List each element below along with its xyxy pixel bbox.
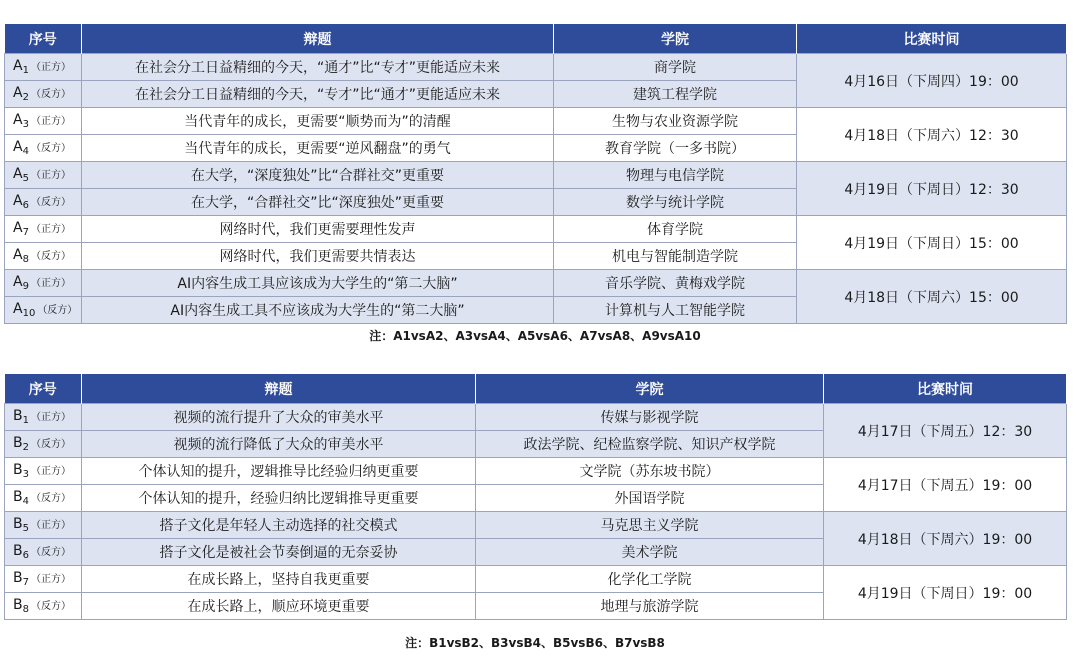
seq-side: （正方） xyxy=(30,278,71,289)
seq-prefix: B xyxy=(13,597,23,613)
seq-number: 5 xyxy=(22,173,29,184)
seq-number: 6 xyxy=(22,550,29,561)
college-cell: 美术学院 xyxy=(476,539,824,566)
seq-cell xyxy=(5,162,82,189)
college-cell: 建筑工程学院 xyxy=(554,81,797,108)
college-cell: 文学院（苏东坡书院） xyxy=(476,458,824,485)
college-cell: 生物与农业资源学院 xyxy=(554,108,797,135)
topic-cell: 在成长路上，坚持自我更重要 xyxy=(82,566,476,593)
seq-number: 1 xyxy=(22,415,29,426)
time-cell: 4月19日（下周日）15：00 xyxy=(797,216,1067,270)
seq-side: （反方） xyxy=(30,197,71,208)
seq-side: （正方） xyxy=(30,224,71,235)
seq-cell xyxy=(5,485,82,512)
seq-cell xyxy=(5,216,82,243)
table-row xyxy=(5,512,1067,539)
seq-number: 10 xyxy=(22,308,36,319)
seq-side: （正方） xyxy=(30,116,71,127)
seq-number: 2 xyxy=(22,442,29,453)
table-row xyxy=(5,270,1067,297)
college-cell: 计算机与人工智能学院 xyxy=(554,297,797,324)
seq-number: 7 xyxy=(22,577,29,588)
seq-number: 3 xyxy=(22,469,29,480)
seq-cell xyxy=(5,539,82,566)
seq-prefix: B xyxy=(13,435,23,451)
schedule-table-a xyxy=(4,24,1067,324)
seq-prefix: A xyxy=(13,193,23,209)
seq-number: 8 xyxy=(22,604,29,615)
topic-cell: 当代青年的成长，更需要“逆风翻盘”的勇气 xyxy=(82,135,554,162)
college-cell: 传媒与影视学院 xyxy=(476,404,824,431)
table-row xyxy=(5,566,1067,593)
header-seq: 序号 xyxy=(5,374,82,404)
topic-cell: 在成长路上，顺应环境更重要 xyxy=(82,593,476,620)
seq-prefix: A xyxy=(13,301,23,317)
seq-cell xyxy=(5,512,82,539)
seq-cell xyxy=(5,81,82,108)
header-topic: 辩题 xyxy=(82,374,476,404)
time-cell: 4月18日（下周六）15：00 xyxy=(797,270,1067,324)
seq-cell xyxy=(5,431,82,458)
topic-cell: AI内容生成工具不应该成为大学生的“第二大脑” xyxy=(82,297,554,324)
seq-cell xyxy=(5,593,82,620)
topic-cell: 在社会分工日益精细的今天，“专才”比“通才”更能适应未来 xyxy=(82,81,554,108)
seq-cell xyxy=(5,566,82,593)
match-note-a: 注：A1vsA2、A3vsA4、A5vsA6、A7vsA8、A9vsA10 xyxy=(369,329,701,343)
seq-side: （反方） xyxy=(30,89,71,100)
seq-cell xyxy=(5,243,82,270)
college-cell: 地理与旅游学院 xyxy=(476,593,824,620)
schedule-table-b xyxy=(4,374,1067,620)
seq-number: 9 xyxy=(22,281,29,292)
header-topic: 辩题 xyxy=(82,24,554,54)
seq-number: 8 xyxy=(22,254,29,265)
topic-cell: 个体认知的提升，逻辑推导比经验归纳更重要 xyxy=(82,458,476,485)
seq-number: 4 xyxy=(22,496,29,507)
table-row xyxy=(5,108,1067,135)
seq-prefix: B xyxy=(13,462,23,478)
seq-number: 3 xyxy=(22,119,29,130)
seq-cell xyxy=(5,404,82,431)
seq-side: （正方） xyxy=(30,574,71,585)
college-cell: 体育学院 xyxy=(554,216,797,243)
seq-number: 1 xyxy=(22,65,29,76)
table-row xyxy=(5,162,1067,189)
table-row xyxy=(5,216,1067,243)
seq-prefix: B xyxy=(13,516,23,532)
seq-number: 2 xyxy=(22,92,29,103)
header-time: 比赛时间 xyxy=(797,24,1067,54)
college-cell: 马克思主义学院 xyxy=(476,512,824,539)
seq-prefix: A xyxy=(13,220,23,236)
time-cell: 4月19日（下周日）12：30 xyxy=(797,162,1067,216)
seq-side: （正方） xyxy=(30,520,71,531)
topic-cell: 在社会分工日益精细的今天，“通才”比“专才”更能适应未来 xyxy=(82,54,554,81)
college-cell: 数学与统计学院 xyxy=(554,189,797,216)
seq-prefix: A xyxy=(13,166,23,182)
table-row xyxy=(5,404,1067,431)
seq-side: （正方） xyxy=(30,466,71,477)
topic-cell: 视频的流行降低了大众的审美水平 xyxy=(82,431,476,458)
seq-prefix: A xyxy=(13,112,23,128)
time-cell: 4月18日（下周六）19：00 xyxy=(824,512,1067,566)
time-cell: 4月18日（下周六）12：30 xyxy=(797,108,1067,162)
seq-prefix: A xyxy=(13,85,23,101)
seq-prefix: B xyxy=(13,408,23,424)
table-row xyxy=(5,458,1067,485)
college-cell: 化学化工学院 xyxy=(476,566,824,593)
seq-prefix: B xyxy=(13,570,23,586)
seq-side: （正方） xyxy=(30,62,71,73)
topic-cell: 在大学，“深度独处”比“合群社交”更重要 xyxy=(82,162,554,189)
college-cell: 政法学院、纪检监察学院、知识产权学院 xyxy=(476,431,824,458)
seq-number: 4 xyxy=(22,146,29,157)
time-cell: 4月16日（下周四）19：00 xyxy=(797,54,1067,108)
seq-prefix: A xyxy=(13,274,23,290)
college-cell: 音乐学院、黄梅戏学院 xyxy=(554,270,797,297)
seq-side: （反方） xyxy=(30,439,71,450)
topic-cell: 个体认知的提升，经验归纳比逻辑推导更重要 xyxy=(82,485,476,512)
seq-prefix: A xyxy=(13,247,23,263)
college-cell: 外国语学院 xyxy=(476,485,824,512)
seq-number: 5 xyxy=(22,523,29,534)
seq-side: （反方） xyxy=(30,547,71,558)
topic-cell: 搭子文化是年轻人主动选择的社交模式 xyxy=(82,512,476,539)
header-college: 学院 xyxy=(554,24,797,54)
seq-side: （反方） xyxy=(30,493,71,504)
table-row xyxy=(5,54,1067,81)
seq-prefix: B xyxy=(13,489,23,505)
time-cell: 4月17日（下周五）19：00 xyxy=(824,458,1067,512)
seq-side: （反方） xyxy=(30,251,71,262)
topic-cell: AI内容生成工具应该成为大学生的“第二大脑” xyxy=(82,270,554,297)
seq-cell xyxy=(5,108,82,135)
seq-number: 6 xyxy=(22,200,29,211)
match-note-b: 注：B1vsB2、B3vsB4、B5vsB6、B7vsB8 xyxy=(405,636,665,650)
seq-side: （反方） xyxy=(37,305,78,316)
college-cell: 机电与智能制造学院 xyxy=(554,243,797,270)
college-cell: 教育学院（一多书院） xyxy=(554,135,797,162)
seq-side: （正方） xyxy=(30,412,71,423)
header-time: 比赛时间 xyxy=(824,374,1067,404)
seq-prefix: B xyxy=(13,543,23,559)
seq-cell xyxy=(5,297,82,324)
topic-cell: 搭子文化是被社会节奏倒逼的无奈妥协 xyxy=(82,539,476,566)
seq-cell xyxy=(5,270,82,297)
topic-cell: 网络时代，我们更需要共情表达 xyxy=(82,243,554,270)
seq-number: 7 xyxy=(22,227,29,238)
time-cell: 4月19日（下周日）19：00 xyxy=(824,566,1067,620)
seq-cell xyxy=(5,135,82,162)
topic-cell: 在大学，“合群社交”比“深度独处”更重要 xyxy=(82,189,554,216)
time-cell: 4月17日（下周五）12：30 xyxy=(824,404,1067,458)
seq-cell xyxy=(5,458,82,485)
header-college: 学院 xyxy=(476,374,824,404)
seq-side: （反方） xyxy=(30,143,71,154)
topic-cell: 网络时代，我们更需要理性发声 xyxy=(82,216,554,243)
topic-cell: 当代青年的成长，更需要“顺势而为”的清醒 xyxy=(82,108,554,135)
seq-side: （正方） xyxy=(30,170,71,181)
seq-cell xyxy=(5,54,82,81)
seq-side: （反方） xyxy=(30,601,71,612)
seq-cell xyxy=(5,189,82,216)
header-seq: 序号 xyxy=(5,24,82,54)
seq-prefix: A xyxy=(13,139,23,155)
topic-cell: 视频的流行提升了大众的审美水平 xyxy=(82,404,476,431)
seq-prefix: A xyxy=(13,58,23,74)
college-cell: 商学院 xyxy=(554,54,797,81)
college-cell: 物理与电信学院 xyxy=(554,162,797,189)
